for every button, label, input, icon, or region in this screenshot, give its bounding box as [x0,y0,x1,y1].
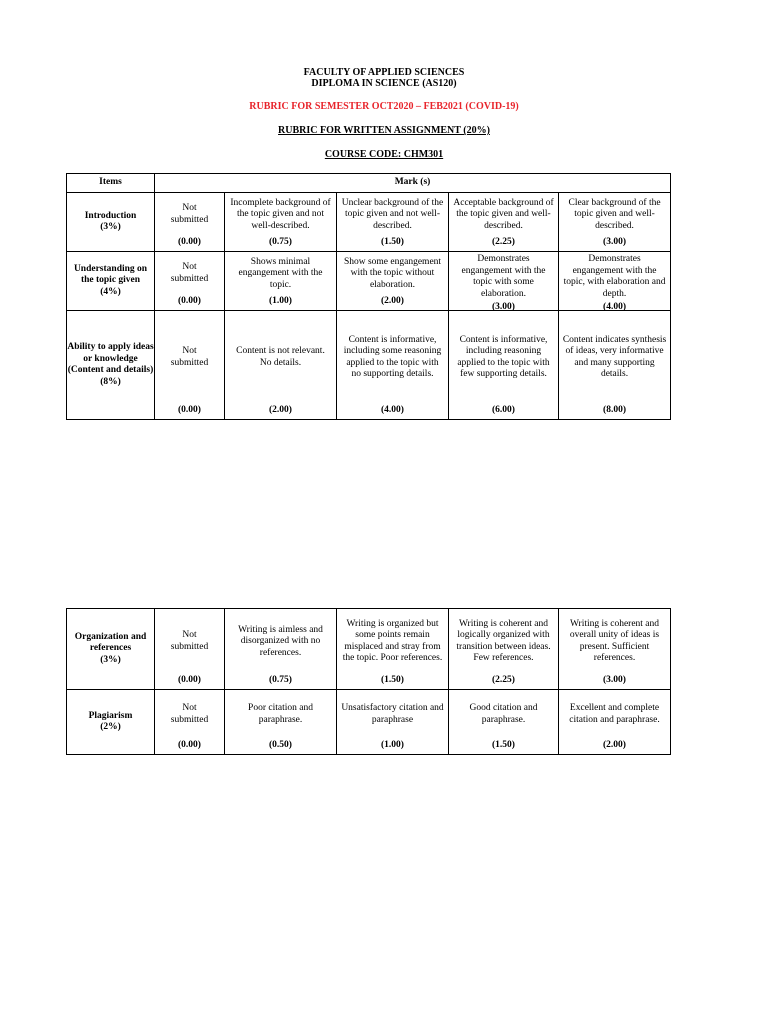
criterion-description: Show some engangement with the topic without elaboration. [343,256,442,290]
rubric-row [67,252,671,311]
mark-header: Mark (s) [155,174,671,193]
program-title: DIPLOMA IN SCIENCE (AS120) [311,78,457,89]
criterion-level-cell [155,311,225,420]
criterion-level-cell [337,690,449,755]
criterion-score: (2.00) [269,404,292,415]
criterion-level-cell [559,609,671,690]
criterion-description: Good citation and paraphrase. [469,703,538,725]
rubric-rows [67,193,671,420]
criterion-description: Incomplete background of the topic given and not well-described. [230,197,331,231]
criterion-level-cell [155,193,225,252]
criterion-description: Unclear background of the topic given and not well-described. [341,197,444,231]
criterion-score: (1.00) [381,739,404,750]
criterion-level-cell [559,252,671,311]
rubric-row [67,193,671,252]
criterion-score: (3.00) [492,302,515,312]
criterion-item-label: Organization and references (3%) [74,631,147,665]
items-header: Items [67,174,155,193]
criterion-score: (6.00) [492,404,515,415]
criterion-level-cell [337,609,449,690]
criterion-level-cell [449,690,559,755]
criterion-description: Content is informative, including reasoning applied to the topic with few supporting details. [457,334,550,380]
criterion-score: (3.00) [603,236,626,247]
rubric-table-1 [66,173,671,420]
criterion-score: (0.00) [178,236,201,247]
criterion-level-cell [559,193,671,252]
criterion-item-label: Understanding on the topic given (4%) [73,263,148,297]
course-code: COURSE CODE: CHM301 [324,149,444,160]
criterion-score: (8.00) [603,404,626,415]
criterion-score: (2.00) [381,295,404,306]
criterion-description: Writing is aimless and disorganized with no references. [238,624,323,658]
criterion-score: (0.00) [178,739,201,750]
criterion-description: Clear background of the topic given and well-described. [568,197,661,231]
criterion-item-label: Introduction (3%) [84,210,137,232]
criterion-description: Writing is organized but some points remain misplaced and stray from the topic. Poor references. [342,618,443,664]
criterion-item [67,252,155,311]
criterion-level-cell [449,311,559,420]
criterion-score: (4.00) [381,404,404,415]
rubric-rows [67,609,671,755]
criterion-score: (3.00) [603,674,626,685]
rubric-row [67,609,671,690]
criterion-score: (1.50) [381,236,404,247]
rubric-table-2 [66,608,671,755]
criterion-score: (0.00) [178,295,201,306]
criterion-item-label: Plagiarism (2%) [88,710,133,732]
criterion-score: (2.25) [492,236,515,247]
criterion-description: Not submitted [170,630,209,652]
criterion-score: (1.50) [492,739,515,750]
criterion-description: Shows minimal engangement with the topic. [238,256,323,290]
rubric-row [67,311,671,420]
criterion-level-cell [559,311,671,420]
criterion-level-cell [155,690,225,755]
rubric-row [67,690,671,755]
criterion-level-cell [337,311,449,420]
criterion-score: (0.50) [269,739,292,750]
criterion-description: Writing is coherent and logically organized with transition between ideas. Few references. [456,618,551,664]
criterion-description: Excellent and complete citation and paraphrase. [569,703,660,725]
criterion-item-label: Ability to apply ideas or knowledge (Content and details) (8%) [67,342,154,387]
criterion-level-cell [225,252,337,311]
criterion-description: Not submitted [170,203,209,225]
criterion-score: (0.75) [269,236,292,247]
criterion-item [67,311,155,420]
rubric-assignment-title: RUBRIC FOR WRITTEN ASSIGNMENT (20%) [278,125,490,136]
criterion-score: (0.00) [178,674,201,685]
criterion-level-cell [449,252,559,311]
criterion-description: Demonstrates engangement with the topic with some elaboration. [461,254,546,299]
criterion-level-cell [559,690,671,755]
criterion-description: Content is informative, including some reasoning applied to the topic with no supporting details. [343,334,442,380]
criterion-level-cell [155,252,225,311]
criterion-description: Not submitted [170,346,209,368]
criterion-score: (4.00) [603,302,626,312]
criterion-score: (1.00) [269,295,292,306]
criterion-score: (1.50) [381,674,404,685]
criterion-level-cell [225,609,337,690]
criterion-description: Acceptable background of the topic given and well-described. [453,197,554,231]
criterion-score: (2.25) [492,674,515,685]
criterion-description: Content is not relevant. No details. [236,346,325,368]
criterion-item [67,609,155,690]
criterion-level-cell [225,311,337,420]
criterion-description: Unsatisfactory citation and paraphrase [341,703,444,725]
criterion-level-cell [449,609,559,690]
criterion-item [67,193,155,252]
criterion-score: (2.00) [603,739,626,750]
rubric-semester-title: RUBRIC FOR SEMESTER OCT2020 – FEB2021 (COVID-19) [249,101,519,112]
criterion-description: Demonstrates engangement with the topic, with elaboration and depth. [563,254,666,299]
criterion-description: Not submitted [170,262,209,284]
criterion-level-cell [337,252,449,311]
criterion-description: Writing is coherent and overall unity of ideas is present. Sufficient references. [569,618,660,664]
criterion-level-cell [225,193,337,252]
criterion-level-cell [155,609,225,690]
criterion-level-cell [449,193,559,252]
criterion-score: (0.00) [178,404,201,415]
criterion-description: Content indicates synthesis of ideas, very informative and many supporting details. [562,334,667,380]
criterion-level-cell [337,193,449,252]
criterion-description: Not submitted [170,703,209,725]
criterion-item [67,690,155,755]
criterion-level-cell [225,690,337,755]
criterion-description: Poor citation and paraphrase. [248,703,313,725]
faculty-title: FACULTY OF APPLIED SCIENCES [303,67,465,78]
criterion-score: (0.75) [269,674,292,685]
